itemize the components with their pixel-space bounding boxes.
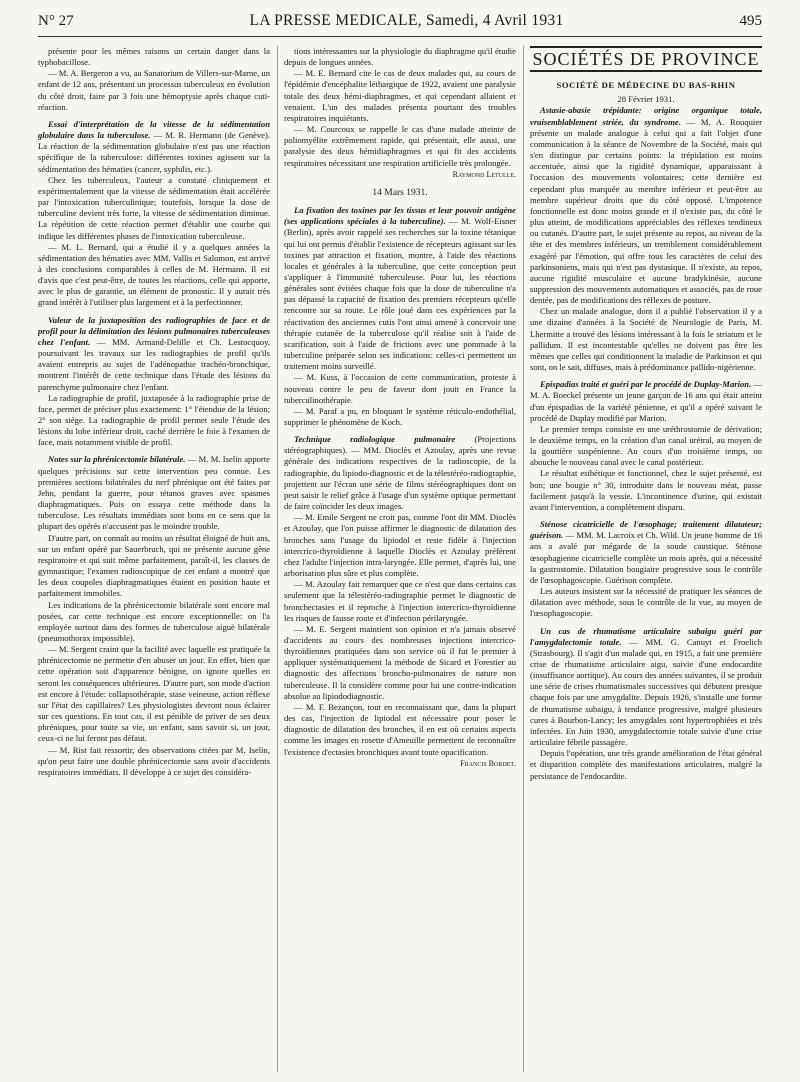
paragraph-text: Le résultat esthétique et fonctionnel, chez le sujet présenté, est bon; une bougie n° 30, introduite dans le nouveau méat, passe facilement jusqu'à la vessie. L'incontinence d'urine, qui existait avant l'intervention, a complètement disparu. bbox=[530, 468, 762, 512]
article-paragraph bbox=[530, 519, 762, 586]
paragraph-text: — M. Emile Sergent ne croit pas, comme l'ont dit MM. Dioclès et Azoulay, que l'on puisse affirmer le diagnostic de dilatation des bronches sans l'usage du lipiodol et reste fidèle à l'injection intercrico-thyroïdienne à laquelle Dioclès et Azoulay préfèrent chez l'adulte l'injection intra-laryngée. Elle permet, d'après lui, une arborisation plus sûre et plus complète. bbox=[284, 512, 516, 579]
society-heading: SOCIÉTÉ DE MÉDECINE DU BAS-RHIN bbox=[556, 80, 736, 91]
article-title: La fixation des toxines par les tissus et leur pouvoir antigène (ses applications spéciales à la tuberculine). bbox=[284, 205, 516, 227]
paragraph bbox=[38, 68, 270, 113]
paragraph-text: — MM. M. Lacroix et Ch. Wild. Un jeune homme de 16 ans a avalé par mégarde de la soude caustique. Sténose œsophagienne cicatricielle complète un mois après, qui a nécessité la gastrostomie. Dilatation bougiaire progressive sous le contrôle de l'œsophagoscopie. Guérison complète. bbox=[530, 530, 762, 585]
paragraph-text: — M. Azoulay fait remarquer que ce n'est que dans certains cas seulement que la télestéréo-radiographie permet le diagnostic de bronchectasies et il reproche à l'injection intercrico-thyroïdienne les risques de fausse route et d'infection périlaryngée. bbox=[284, 579, 516, 623]
paragraph-text: tions intéressantes sur la physiologie du diaphragme qu'il étudie depuis de longues années. bbox=[284, 46, 516, 68]
paragraph bbox=[530, 468, 762, 513]
paragraph-text: Depuis l'opération, une très grande amélioration de l'état général et disparition complète des manifestations articulaires, malgré la persistance de l'endocardite. bbox=[530, 748, 762, 781]
paragraph bbox=[284, 512, 516, 579]
paragraph-text: — M. Rist fait ressortir, des observations citées par M. Iselin, qu'on peut faire une double phrénicectomie sans avoir d'accidents respiratoires immédiats. Il développe à ce sujet des considéra- bbox=[38, 744, 270, 777]
paragraph bbox=[284, 124, 516, 169]
article-title: Astasie-abasie trépidante: origine organique totale, vraisemblablement striée, du syndrome. bbox=[530, 105, 762, 127]
article-title: Sténose cicatricielle de l'œsophage; traitement dilatateur; guérison. bbox=[530, 519, 762, 541]
paragraph-text: — M. F. Bezançon, tout en reconnaissant que, dans la plupart des cas, l'injection de lipiodol est nécessaire pour poser le diagnostic de dilatation des bronches, il en est où certains aspects comme les images en rosette d'Ameuille permettent de reconnaître l'existence d'ectasies bronchiques avant toute opacification. bbox=[284, 701, 516, 757]
column-middle bbox=[284, 46, 516, 1072]
author-signature: Raymond Letulle. bbox=[452, 169, 516, 179]
page-header bbox=[38, 12, 762, 34]
paragraph bbox=[38, 644, 270, 744]
paragraph bbox=[38, 242, 270, 309]
paragraph-text: — M. Paraf a pu, en bloquant le système réticulo-endothélial, supprimer le phénomène de Koch. bbox=[284, 405, 516, 427]
article-title: Essai d'interprétation de la vitesse de la sédimentation globulaire dans la tuberculose. bbox=[38, 118, 270, 141]
paragraph-text: Chez les tuberculeux, l'auteur a constaté cliniquement et expérimentalement que la vitesse de sédimentation était accélérée par l'intoxication tuberculinique; toutefois, lorsque la dose de tuberculine devient très forte, la vitesse de sédimentation diminue. La répétition de cette réaction permet d'établir une courbe qui indique les différentes phases de l'intoxication tuberculeuse. bbox=[38, 174, 270, 241]
paragraph-text: — M. R. Hermann (de Genève). La réaction de la sédimentation globulaire n'est pas une réaction spécifique de la tuberculose: différentes toxines agissent sur la sédimentation des hématies (cancer, syphilis, etc.). bbox=[38, 130, 270, 174]
column-right bbox=[530, 46, 762, 1072]
paragraph-text: D'autre part, on connaît au moins un résultat éloigné de huit ans, sur un enfant opéré par Sauerbruch, qui ne présente aucune gêne respiratoire et qui suit même parfaitement, paraît-il, les classes de gymnastique; l'examen radioscopique de cet enfant a montré que les deux coupoles diaphragmatiques étaient en position haute et parfaitement immobiles. bbox=[38, 532, 270, 599]
paragraph-text: Le premier temps consiste en une uréthrostomie de dérivation; le deuxième temps, en la création d'un canal urétral, au moyen de la gouttière suspénienne. Au cours d'un troisième temps, on abouche le nouveau canal avec le canal postérieur. bbox=[530, 423, 762, 468]
paragraph-text: — M. E. Bernard cite le cas de deux malades qui, au cours de l'épidémie d'encéphalite léthargique de 1922, avaient une paralysie totale des deux hémi-diaphragmes, et qui cependant allaient et venaient. L'un des malades présenta pourtant des troubles respiratoires inquiétants. bbox=[284, 68, 516, 123]
paragraph bbox=[530, 586, 762, 619]
paragraph-text: — M. Wolf-Eisner (Berlin), après avoir rappelé ses recherches sur la toxine tétanique qui lui ont permis d'établir l'existence de récepteurs agissant sur les toxines par attraction et fixation, montre, à l'aide des réactions locales et générales à la tuberculine, que cette conception peut s'appliquer à l'immunité tuberculeuse. Pour lui, les réactions générales sont évitées chaque fois que la dose de tuberculine n'a pas dépassé la capacité de fixation des premiers récepteurs qu'elle rencontre sur sa route. Le rôle joué dans ces expériences par la réactivation des anciennes cutis l'ont ainsi amené à concevoir une thérapie cutanée de la tuberculose qu'il réalise soit à l'aide de scarification, soit à l'aide de frictions avec une pommade à la tuberculine préparée selon ses indications: celles-ci permettent un traitement moins surveillé. bbox=[284, 216, 516, 372]
paragraph-text: Les indications de la phrénicectomie bilatérale sont encore mal posées, car cette technique est encore exceptionnelle: on l'a employée surtout dans des formes de tuberculose aiguë bilatérale (pneumothorax impossible). bbox=[38, 599, 270, 643]
paragraph-text: — M. A. Boeckel présente un jeune garçon de 16 ans qui était atteint d'un épispadias de la variété pénienne, et qu'il a opéré suivant le procédé de Duplay modifié par Marion. bbox=[530, 379, 762, 423]
paragraph bbox=[38, 393, 270, 449]
article-title: Valeur de la juxtaposition des radiographies de face et de profil pour la délimitation des lésions pulmonaires tuberculeuses chez l'enfant. bbox=[38, 314, 270, 347]
article-paragraph bbox=[38, 315, 270, 393]
paragraph-text: — MM. Armand-Delille et Ch. Lestocquoy, poursuivant les travaux sur les radiographies de profil qu'ils avaient entrepris au sujet de l'adénopathie trachéo-bronchique, montrent l'intérêt de cette technique dans l'étude des lésions du parenchyme pulmonaire chez l'enfant. bbox=[38, 336, 270, 392]
paragraph-text: — M. Kuss, à l'occasion de cette communication, proteste à nouveau contre le peu de faveur dont jouit en France la tuberculinothérapie. bbox=[284, 372, 516, 405]
paragraph-text: Les auteurs insistent sur la nécessité de pratiquer les séances de dilatation avec méthode, sous le contrôle de la vue, au moyen de l'œsophagoscopie. bbox=[530, 586, 762, 619]
paragraph bbox=[38, 533, 270, 600]
paragraph bbox=[284, 702, 516, 758]
article-paragraph bbox=[38, 454, 270, 532]
article-paragraph bbox=[284, 434, 516, 512]
paragraph-text: — M. Courcoux se rappelle le cas d'une malade atteinte de poliomyélite extrêmement rapide, qui présentait, elle aussi, une paralysie des deux hémidiaphragmes et qui fit des accidents respiratoires nécessitant une respiration artificielle très prolongée. bbox=[284, 124, 516, 168]
paragraph bbox=[38, 175, 270, 242]
paragraph-text: — M. L. Bernard, qui a étudié il y a quelques années la sédimentation des hématies avec MM. Vallis et Salomon, est arrivé à des conclusions comparables à celles de M. Hermann. Il est d'avis que c'est peut-être, de toutes les réactions, celle qui apporte, avec le plus de garantie, un élément de pronostic. Il y aurait très grand intérêt à l'utiliser plus largement et à la perfectionner. bbox=[38, 241, 270, 308]
journal-title: LA PRESSE MEDICALE, Samedi, 4 Avril 1931 bbox=[249, 12, 564, 29]
paragraph bbox=[284, 406, 516, 428]
paragraph-text: — M. A. Bergeron a vu, au Sanatorium de Villers-sur-Marne, un enfant de 12 ans, présentant un processus tuberculeux en évolution du côté droit, faire par 3 fois une hémoptysie après chaque cuti-réaction. bbox=[38, 68, 270, 112]
paragraph bbox=[38, 46, 270, 68]
paragraph bbox=[284, 46, 516, 68]
article-title: Un cas de rhumatisme articulaire subaigu guéri par l'amygdalectomie totale. bbox=[530, 625, 762, 647]
paragraph bbox=[284, 624, 516, 702]
paragraph-text: — M. M. Iselin apporte quelques précisions sur cette intervention peu connue. Les premières sections bilatérales du nerf phrénique ont été faites par Jehn, pendant la guerre, pour tétanos graves avec spasmes diaphragmatiques. Puis on essaya cette méthode dans la tuberculose. Les résultats immédiats sont bons en ce sens que la plupart des opérés n'accusent pas le moindre trouble. bbox=[38, 454, 270, 532]
paragraph-text: — M. E. Sergent maintient son opinion et n'a jamais observé d'accidents au cours des nombreuses injections intercrico-thyroïdiennes pratiquées dans son service où il fut le premier à appliquer systématiquement la méthode de Sicard et Forestier au diagnostic des affections broncho-pulmonaires de nature non tuberculeuse. Il la considère comme pour lui une contre-indication absolue au lipiododiagnostic. bbox=[284, 623, 516, 701]
column-divider bbox=[277, 46, 278, 1072]
column-left bbox=[38, 46, 270, 1072]
paragraph bbox=[284, 579, 516, 624]
paragraph bbox=[284, 372, 516, 405]
article-paragraph bbox=[530, 626, 762, 749]
paragraph-text: présente pour les mêmes raisons un certain danger dans la typhobacillose. bbox=[38, 46, 270, 68]
article-paragraph bbox=[284, 205, 516, 372]
issue-number: N° 27 bbox=[38, 13, 74, 29]
paragraph bbox=[284, 68, 516, 124]
paragraph bbox=[38, 745, 270, 778]
paragraph-text: — MM. G. Canuyt et Froelich (Strasbourg). Il s'agit d'un malade qui, en 1915, a fait une première crise de rhumatisme articulaire aigu, suivie d'une endocardite (insuffisance aortique). Au cours des années suivantes, il se produit une série de crises rhumatismales successives qui débutent presque chaque fois par une amygdalite. Depuis 1926, s'installe une forme de rhumatisme subaigu, à tendance progressive, malgré plusieurs cures à Bourbon-Lancy; les amygdales sont hypertrophiées et très infectées. En Juin 1930, amygdalectomie totale suivie d'une crise articulaire fébrile passagère. bbox=[530, 636, 762, 748]
paragraph-text: Chez un malade analogue, dont il a publié l'observation il y a une dizaine d'années à la Société de Neurologie de Paris, M. Lhermitte a trouvé des lésions intéressant à la fois le striatum et le pallidum. Il est incontestable qu'elles ne doivent pas être les mêmes que celles qui conditionnent la maladie de Parkinson et qui sont, on le sait, diffuses, mais à prédominance pallido-nigérienne. bbox=[530, 306, 762, 373]
session-date: 14 Mars 1931. bbox=[372, 187, 428, 198]
paragraph bbox=[530, 424, 762, 469]
header-rule bbox=[38, 36, 762, 37]
author-signature: Francis Bordet. bbox=[460, 758, 516, 768]
paragraph-text: — M. Sergent craint que la facilité avec laquelle est pratiquée la phrénicectomie ne permette d'en abuser un jour. En effet, bien que cette opération soit d'apparence bénigne, on ignore quelles en seront les conséquences ultérieures. D'autre part, son mode d'action est encore à l'étude: collapsothérapie, stase veineuse, action réflexe sur l'état des capillaires? Les physiologistes devront nous éclairer sur ces questions. En tout cas, il est pénible de priver de ses deux phréniques, pour toute sa vie, un enfant, sans savoir si, un jour, ceux-ci ne lui feront pas défaut. bbox=[38, 644, 270, 744]
section-banner: SOCIÉTÉS DE PROVINCE bbox=[530, 46, 762, 72]
paragraph-text: (Projections stéréographiques). — MM. Dioclès et Azoulay, après une revue générale des indications respectives de la radioscopie, de la radiographie, du lipiodo-diagnostic et de la télestéréo-radiographie, projettent sur l'écran une série de films stéréographiques dont on peut saisir le relief grâce à l'usage d'un système optique permettant de faire coïncider les deux images. bbox=[284, 434, 516, 512]
article-paragraph bbox=[530, 105, 762, 306]
article-paragraph bbox=[38, 119, 270, 175]
column-divider bbox=[523, 46, 524, 1072]
session-date: 28 Février 1931. bbox=[617, 94, 675, 105]
article-paragraph bbox=[530, 379, 762, 424]
article-title: Notes sur la phrénicectomie bilatérale. bbox=[48, 454, 186, 465]
paragraph bbox=[530, 306, 762, 373]
paragraph bbox=[38, 600, 270, 645]
paragraph bbox=[530, 748, 762, 781]
paragraph-text: La radiographie de profil, juxtaposée à la radiographie prise de face, permet de préciser plus exactement: 1° l'étendue de la lésion; 2° son siège. La radiographie de profil permet seule l'étude des lésions du lobe inférieur droit, caché derrière le foie à l'examen de face, mais notamment visible de profil. bbox=[38, 392, 270, 448]
article-title: Technique radiologique pulmonaire bbox=[294, 434, 456, 445]
paragraph-text: — M. A. Rouquier présente un malade analogue à celui qui a fait l'objet d'une communication à la séance de Novembre de la Société, mais qui s'en distingue par certains points: la trépidation est moins accentuée, ainsi que la rigidité dynamique, apparaissant à l'occasion des mouvements volontaires; cette dernière est cependant plus marquée au membre inférieur et peut-être au membre supérieur droits que du côté opposé. L'impotence fonctionnelle est donc moins grande et il n'existe pas, du côté le plus atteint, de modifications appréciables des réflexes tendineux ou cutanés. D'autre part, le sujet présente au repos, au niveau de la tête et des membres inférieurs, un tremblement considérablement exagéré par l'émotion, qui offre tous les caractères de celui des parkinsoniens, mais qui n'est pas dystasique. Il n'existe, au repos, aucune rigidité musculaire et aucune bradykinésie, aucune suppression des mouvements automatiques et associés, pas de roue dentée, pas de modifications des réflexes de posture. bbox=[530, 116, 762, 306]
page-number: 495 bbox=[739, 13, 762, 29]
article-title: Epispadias traité et guéri par le procédé de Duplay-Marion. bbox=[540, 379, 752, 390]
